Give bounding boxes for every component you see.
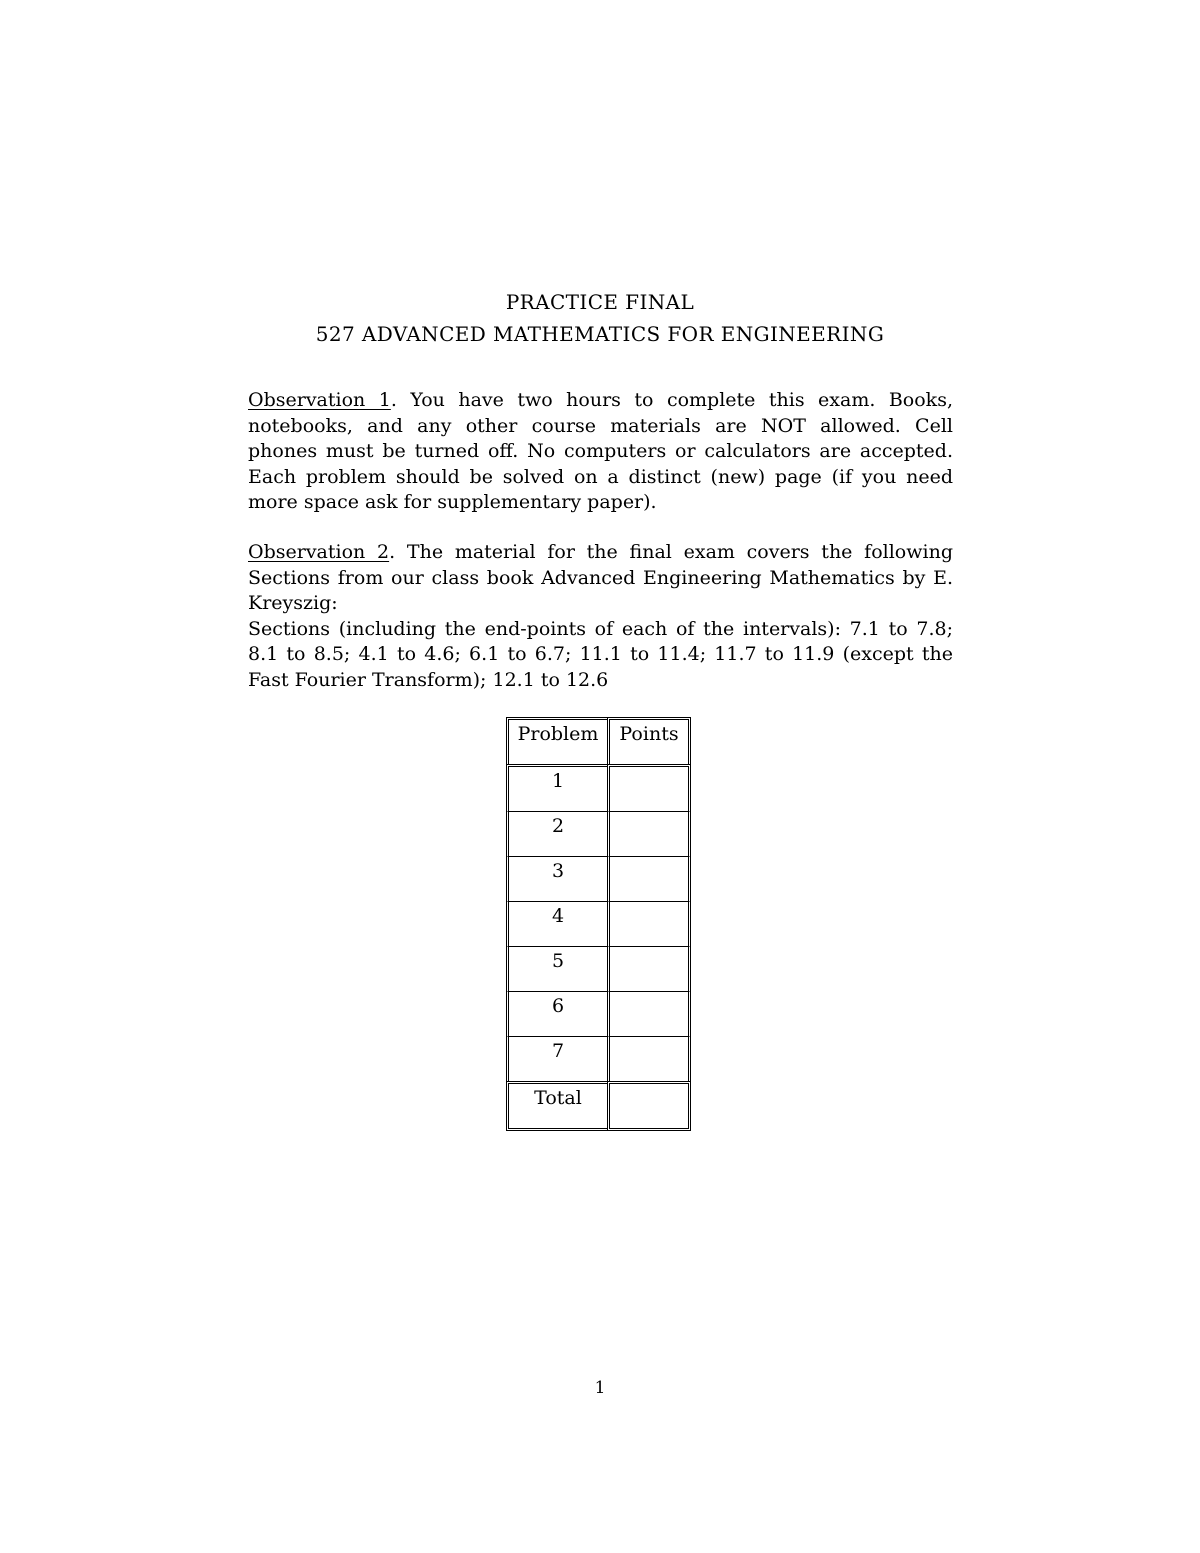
course-title: 527 ADVANCED MATHEMATICS FOR ENGINEERING	[315, 322, 885, 346]
observation-2-label: Observation 2	[248, 541, 390, 563]
total-label-cell: Total	[506, 1081, 607, 1131]
table-header-row	[506, 717, 691, 764]
page-number: 1	[594, 1378, 606, 1398]
table-row	[506, 946, 691, 991]
points-cell	[607, 856, 691, 901]
points-cell	[607, 1036, 691, 1081]
points-cell	[607, 764, 691, 811]
table-header-problem: Problem	[506, 717, 607, 764]
total-points-cell	[607, 1081, 691, 1131]
table-total-row	[506, 1081, 691, 1131]
points-cell	[607, 991, 691, 1036]
table-header-points: Points	[607, 717, 691, 764]
table-row	[506, 991, 691, 1036]
problem-number-cell: 2	[506, 811, 607, 856]
table-row	[506, 764, 691, 811]
exam-header	[0, 286, 1200, 350]
observation-2-text: . The material for the final exam covers the following Sections from our class book Advanced Engineering Mathematics by E. Kreyszig:	[248, 541, 953, 615]
problem-number-cell: 3	[506, 856, 607, 901]
problem-number-cell: 1	[506, 764, 607, 811]
problem-number-cell: 7	[506, 1036, 607, 1081]
table-row	[506, 811, 691, 856]
table-row	[506, 1036, 691, 1081]
observation-2	[248, 540, 953, 694]
points-cell	[607, 946, 691, 991]
observation-1-text: . You have two hours to complete this exam. Books, notebooks, and any other course materials are NOT allowed. Cell phones must be turned off. No computers or calculators are accepted. Each problem should be solved on a distinct (new) page (if you need more space ask for supplementary paper).	[248, 389, 953, 514]
points-cell	[607, 811, 691, 856]
problem-number-cell: 6	[506, 991, 607, 1036]
points-cell	[607, 901, 691, 946]
exam-title: PRACTICE FINAL	[505, 290, 695, 314]
observation-1	[248, 388, 953, 516]
problem-number-cell: 4	[506, 901, 607, 946]
table-row	[506, 856, 691, 901]
observation-2-sections: Sections (including the end-points of each of the intervals): 7.1 to 7.8; 8.1 to 8.5; 4.1 to 4.6; 6.1 to 6.7; 11.1 to 11.4; 11.7 to 11.9 (except the Fast Fourier Transform); 12.1 to 12.6	[248, 617, 953, 691]
table-row	[506, 901, 691, 946]
observation-1-label: Observation 1	[248, 389, 391, 411]
problem-number-cell: 5	[506, 946, 607, 991]
score-table	[506, 717, 691, 1131]
